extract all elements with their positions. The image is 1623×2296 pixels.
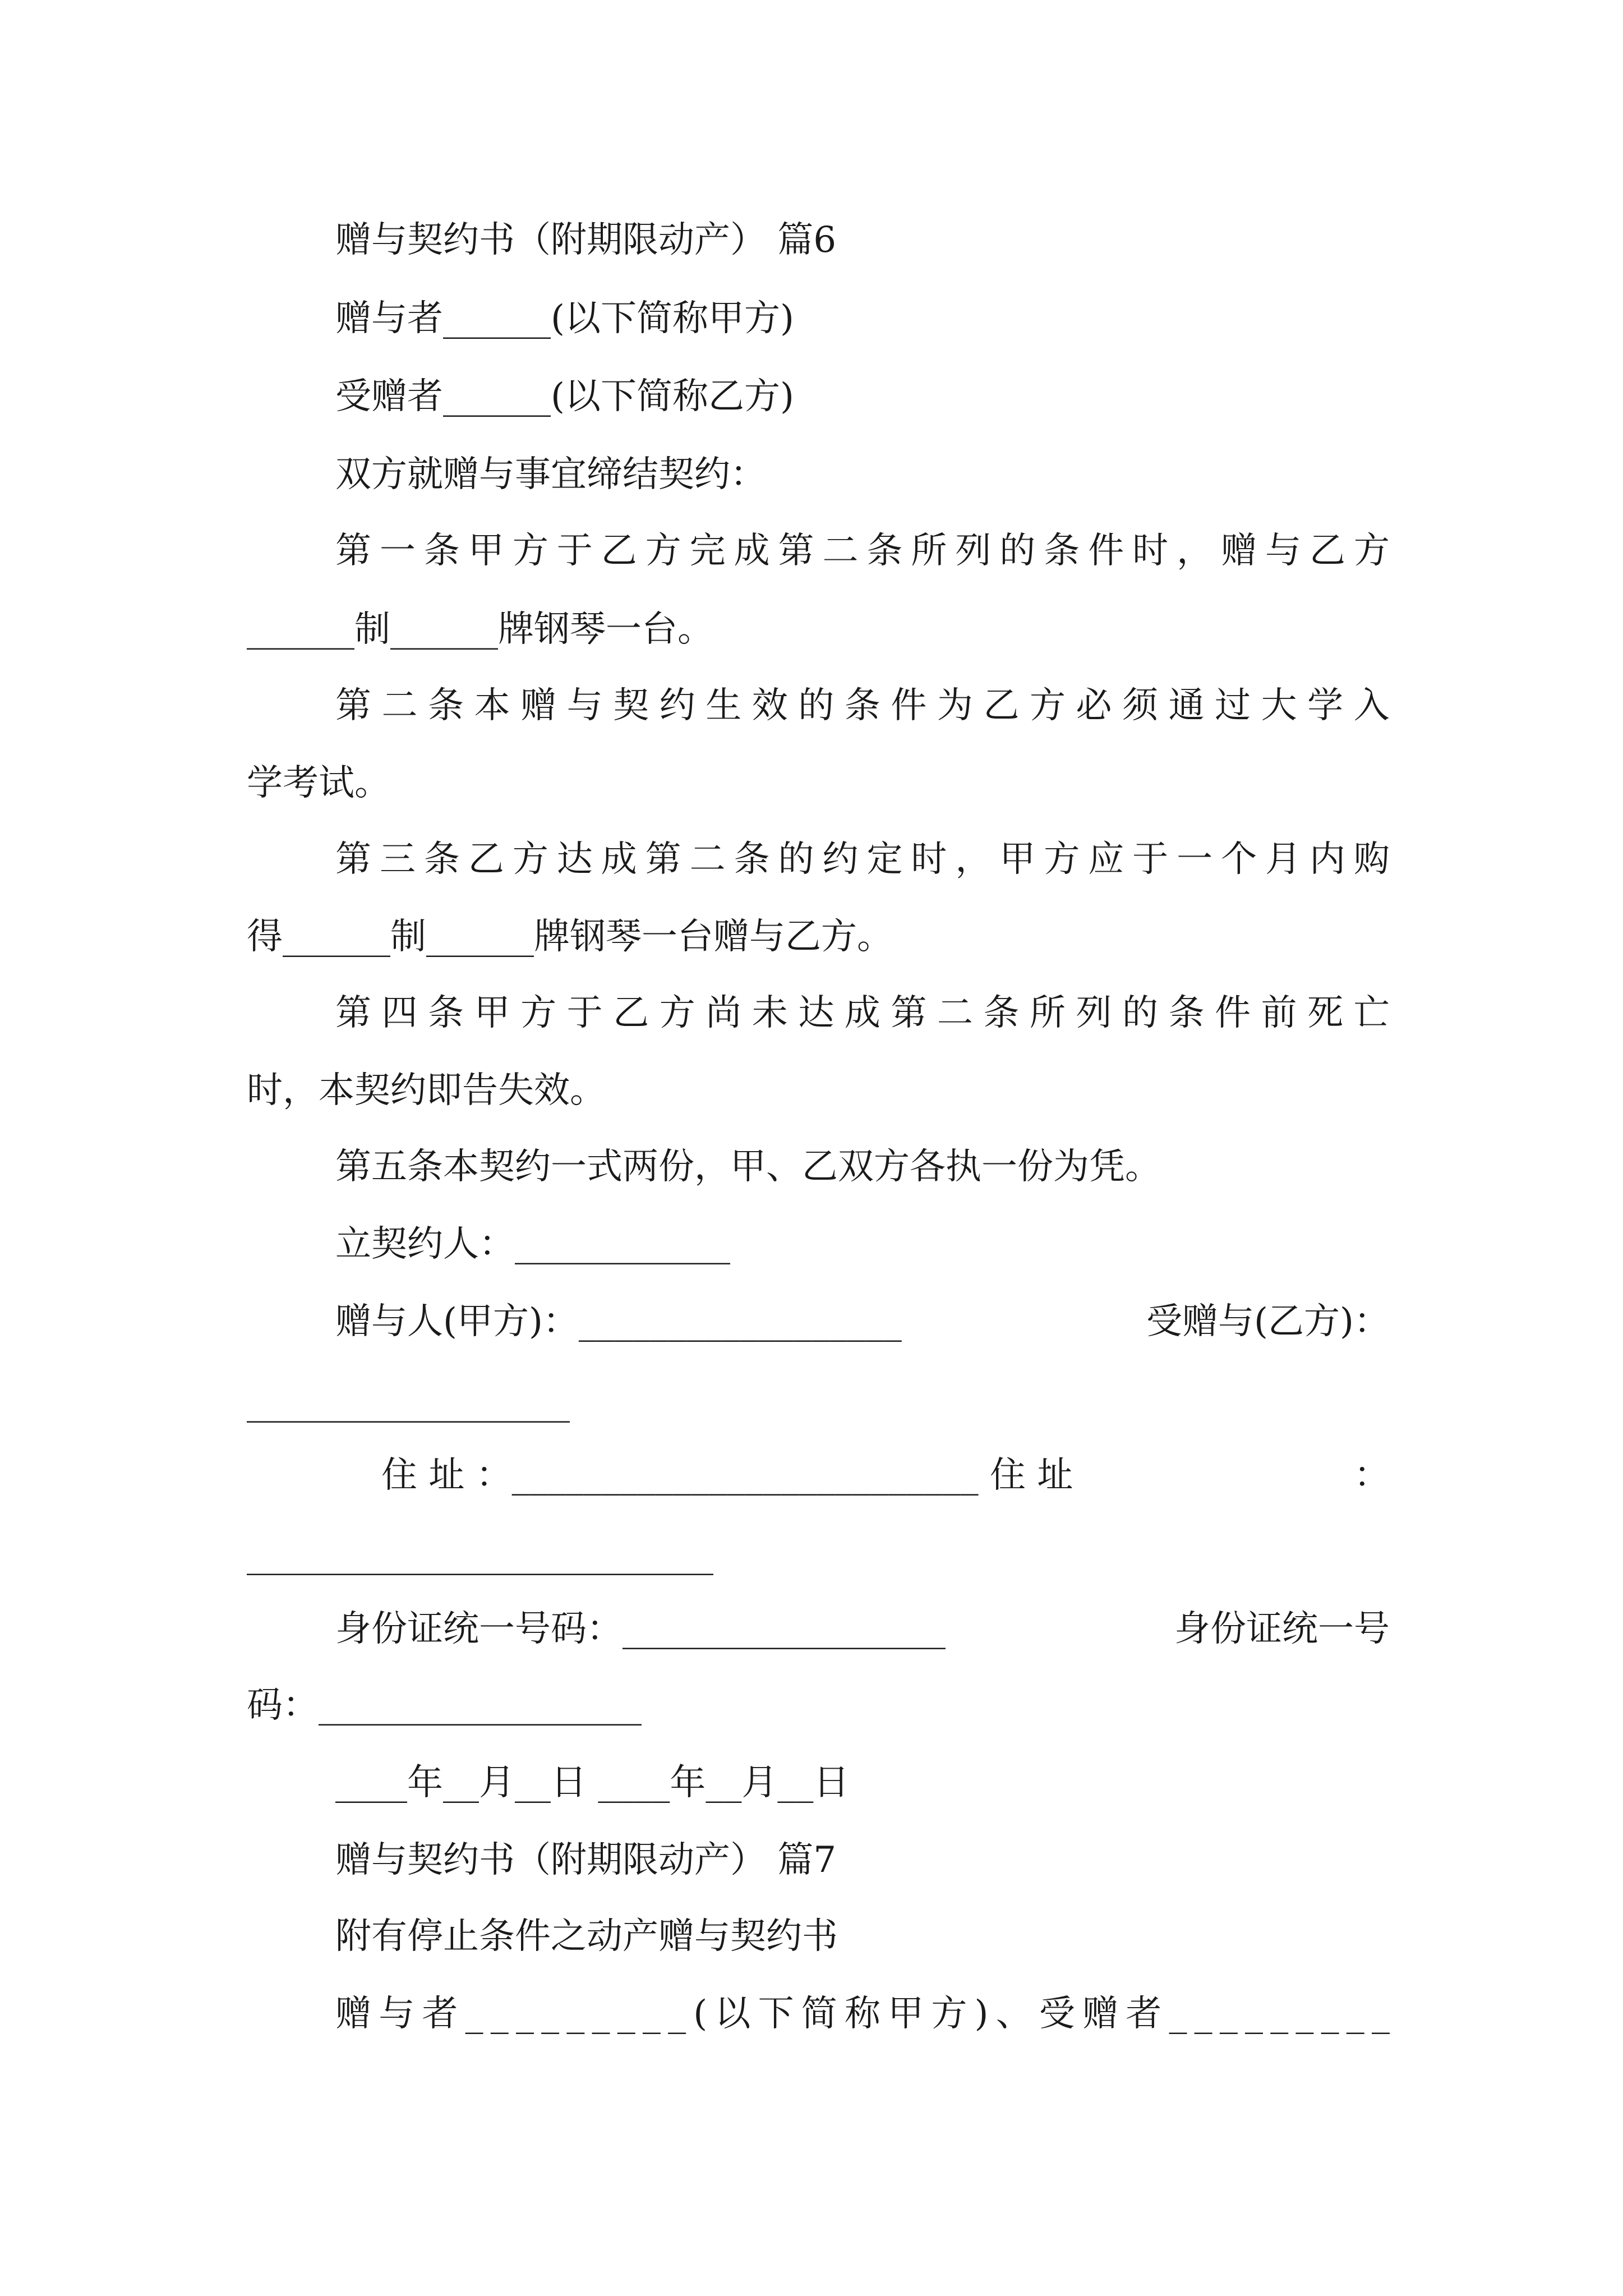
paragraph-line: 时，本契约即告失效。 (247, 1070, 606, 1111)
paragraph-line: 第 三 条 乙 方 达 成 第 二 条 的 约 定 时 ， 甲 方 应 于 一 个 月 内 购 (335, 839, 1390, 880)
paragraph-line: 码：__________________ (247, 1685, 642, 1726)
signature-rule-recipient: __________________ (247, 1382, 570, 1423)
paragraph-line: 双方就赠与事宜缔结契约： (335, 454, 766, 495)
paragraph-line: 身份证统一号码：__________________ 身份证统一号 (335, 1608, 1390, 1650)
paragraph-line: 学考试。 (247, 762, 390, 804)
paragraph-line: 第 一 条 甲 方 于 乙 方 完 成 第 二 条 所 列 的 条 件 时 ， 赠 与 乙 方 (335, 530, 1390, 572)
paragraph-line: 赠与者______(以下简称甲方) (335, 298, 794, 339)
paragraph-line: 第 二 条 本 赠 与 契 约 生 效 的 条 件 为 乙 方 必 须 通 过 大 学 入 (335, 685, 1390, 726)
paragraph-line: 受赠者______(以下简称乙方) (335, 376, 794, 417)
paragraph-line: 赠与人(甲方)：__________________ 受赠与(乙方)： (335, 1301, 1390, 1342)
signature-rule-address: __________________________ (247, 1534, 713, 1576)
paragraph-line: 得______制______牌钢琴一台赠与乙方。 (247, 916, 893, 958)
paragraph-line: 第五条本契约一式两份，甲、乙双方各执一份为凭。 (335, 1146, 1161, 1188)
paragraph-line: ______制______牌钢琴一台。 (247, 609, 713, 650)
section-heading: 赠与契约书（附期限动产） 篇7 (335, 1839, 837, 1881)
section-heading: 赠与契约书（附期限动产） 篇6 (335, 219, 837, 261)
paragraph-line: 赠 与 者 _ _ _ _ _ _ _ _ _ ( 以 下 简 称 甲 方 ) 、 受 赠 者 _ _ _ _ _ _ _ _ _ (335, 1993, 1390, 2035)
paragraph-line: 附有停止条件之动产赠与契约书 (335, 1916, 838, 1957)
paragraph-line: 立契约人：____________ (335, 1223, 730, 1265)
paragraph-line: 住 址 ：__________________________ 住 址 ： (381, 1455, 1390, 1496)
paragraph-line: 第 四 条 甲 方 于 乙 方 尚 未 达 成 第 二 条 所 列 的 条 件 前 死 亡 (335, 992, 1390, 1034)
paragraph-line: ____年__月__日 ____年__月__日 (335, 1762, 850, 1803)
